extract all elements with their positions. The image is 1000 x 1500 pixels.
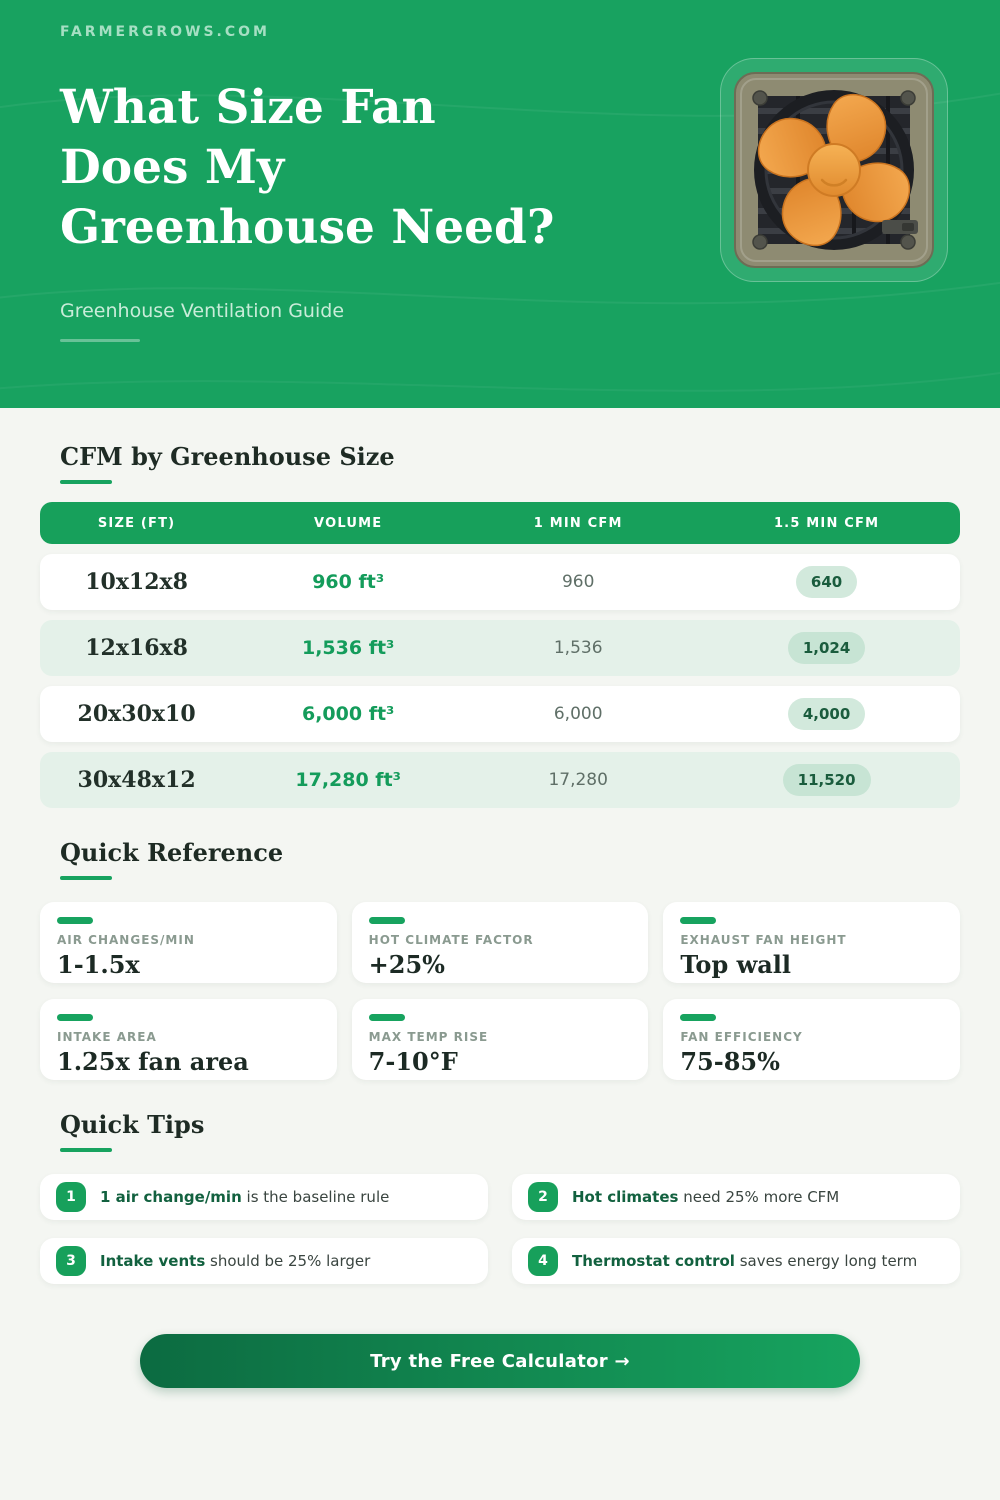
cell-1min-cfm: 1,536 (553, 638, 603, 658)
tip-card (512, 1238, 960, 1284)
tip-text-bold: Thermostat control (572, 1252, 735, 1270)
reference-card (352, 999, 649, 1080)
tip-text-bold: 1 air change/min (100, 1188, 242, 1206)
table-section-heading: CFM by Greenhouse Size (60, 442, 395, 471)
reference-value: 7-10°F (368, 1047, 458, 1076)
exhaust-fan-icon (734, 72, 934, 268)
cell-size: 10x12x8 (85, 569, 188, 595)
brand-text: FARMERGROWS.COM (60, 24, 270, 40)
reference-value: Top wall (680, 950, 792, 979)
page-subtitle: Greenhouse Ventilation Guide (60, 300, 345, 322)
heading-underline (60, 1148, 112, 1152)
calculator-cta-button[interactable]: Try the Free Calculator → (140, 1334, 860, 1388)
reference-label: FAN EFFICIENCY (680, 1030, 803, 1044)
tip-text (572, 1252, 917, 1270)
accent-dash (57, 917, 93, 924)
tip-card (40, 1238, 488, 1284)
reference-card (40, 902, 337, 983)
cell-volume: 960 ft³ (312, 571, 385, 593)
cell-volume: 1,536 ft³ (301, 637, 395, 659)
tip-text-bold: Intake vents (100, 1252, 206, 1270)
cfm-table (40, 502, 960, 808)
tips-section-heading: Quick Tips (60, 1110, 205, 1139)
tip-number-badge: 4 (528, 1246, 558, 1276)
fan-illustration-card (720, 58, 948, 282)
table-row (40, 686, 960, 742)
tip-text-rest: is the baseline rule (241, 1188, 390, 1206)
tip-text (100, 1188, 389, 1206)
heading-underline (60, 876, 112, 880)
page-title-line1: What Size Fan (60, 80, 436, 135)
table-header-row (40, 502, 960, 544)
tip-number-badge: 3 (56, 1246, 86, 1276)
accent-dash (369, 917, 405, 924)
tip-text (100, 1252, 370, 1270)
cell-1-5min-cfm (693, 632, 960, 664)
col-header-volume: VOLUME (314, 515, 383, 531)
tip-card (40, 1174, 488, 1220)
reference-card (663, 902, 960, 983)
reference-label: MAX TEMP RISE (368, 1030, 489, 1044)
tip-text-rest: need 25% more CFM (678, 1188, 840, 1206)
tip-number-badge: 1 (56, 1182, 86, 1212)
reference-label: EXHAUST FAN HEIGHT (680, 933, 847, 947)
cell-size: 12x16x8 (85, 635, 188, 661)
reference-value: 1.25x fan area (57, 1047, 249, 1076)
cfm-badge: 640 (796, 566, 857, 598)
reference-section-heading: Quick Reference (60, 838, 284, 867)
col-header-1-5min-cfm: 1.5 MIN CFM (773, 515, 880, 531)
reference-value: 1-1.5x (57, 950, 140, 979)
cell-1-5min-cfm (693, 566, 960, 598)
cell-1-5min-cfm (693, 764, 960, 796)
quick-tips-grid (40, 1174, 960, 1284)
cta-container (40, 1284, 960, 1388)
subtitle-underline (60, 339, 140, 342)
tip-number-badge: 2 (528, 1182, 558, 1212)
tip-text-rest: should be 25% larger (205, 1252, 371, 1270)
table-row (40, 554, 960, 610)
col-header-1min-cfm: 1 MIN CFM (533, 515, 623, 531)
page-title (60, 78, 700, 258)
reference-card (352, 902, 649, 983)
quick-reference-grid (40, 902, 960, 1080)
hero-header (0, 0, 1000, 408)
tip-text-rest: saves energy long term (734, 1252, 918, 1270)
accent-dash (680, 1014, 716, 1021)
cell-1min-cfm: 17,280 (548, 770, 608, 790)
cfm-badge: 11,520 (783, 764, 871, 796)
col-header-size: SIZE (FT) (97, 515, 176, 531)
reference-label: HOT CLIMATE FACTOR (368, 933, 534, 947)
cfm-badge: 4,000 (788, 698, 865, 730)
cfm-badge: 1,024 (788, 632, 865, 664)
reference-value: 75-85% (680, 1047, 780, 1076)
accent-dash (369, 1014, 405, 1021)
page-title-line3: Greenhouse Need? (60, 200, 555, 255)
reference-value: +25% (368, 950, 445, 979)
cell-size: 20x30x10 (77, 701, 196, 727)
table-row (40, 620, 960, 676)
cell-1min-cfm: 6,000 (553, 704, 603, 724)
tip-text-bold: Hot climates (572, 1188, 679, 1206)
accent-dash (57, 1014, 93, 1021)
cell-volume: 17,280 ft³ (295, 769, 401, 791)
cell-1min-cfm: 960 (561, 572, 595, 592)
tip-text (572, 1188, 839, 1206)
table-row (40, 752, 960, 808)
cell-1-5min-cfm (693, 698, 960, 730)
page-title-line2: Does My (60, 140, 285, 195)
reference-label: INTAKE AREA (57, 1030, 157, 1044)
cell-size: 30x48x12 (77, 767, 196, 793)
reference-label: AIR CHANGES/MIN (57, 933, 195, 947)
reference-card (40, 999, 337, 1080)
cell-volume: 6,000 ft³ (301, 703, 395, 725)
reference-card (663, 999, 960, 1080)
content (0, 408, 1000, 1388)
heading-underline (60, 480, 112, 484)
tip-card (512, 1174, 960, 1220)
accent-dash (680, 917, 716, 924)
